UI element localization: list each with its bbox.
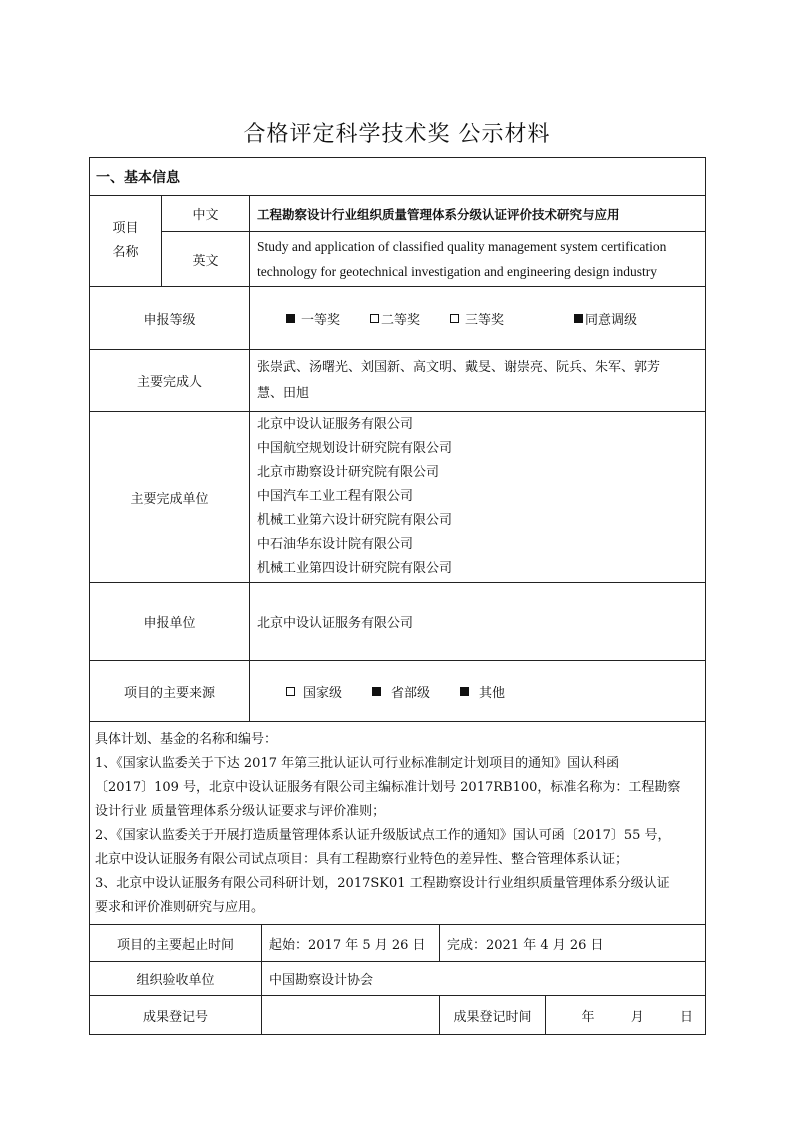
grade-adjust-label: 同意调级 (585, 312, 638, 328)
units-list (250, 412, 706, 583)
plans-line: 〔2017〕109 号，北京中设认证服务有限公司主编标准计划号 2017RB100，标准名称为：工程勘察 (95, 780, 681, 795)
period-start: 起始：2017 年 5 月 26 日 (262, 925, 440, 962)
completers-line2: 慧、田旭 (257, 385, 310, 401)
source-option-national[interactable] (286, 682, 342, 701)
plans-line: 要求和评价准则研究与应用。 (95, 900, 265, 915)
project-name-english (250, 232, 706, 287)
unit-item: 北京中设认证服务有限公司 (257, 417, 414, 432)
grade-option-first[interactable] (286, 309, 340, 328)
source-option-other[interactable] (460, 682, 505, 701)
plans-line: 1、《国家认监委关于下达 2017 年第三批认证认可行业标准制定计划项目的通知》国认科函 (95, 756, 620, 771)
year-label: 年 (581, 1009, 595, 1025)
checkbox-unchecked-icon[interactable] (286, 687, 295, 696)
english-label: 英文 (162, 232, 250, 287)
period-label: 项目的主要起止时间 (90, 925, 262, 962)
checkbox-checked-icon[interactable] (286, 314, 295, 323)
source-label: 项目的主要来源 (90, 661, 250, 722)
unit-item: 中国汽车工业工程有限公司 (257, 489, 414, 504)
applicant-value: 北京中设认证服务有限公司 (250, 583, 706, 661)
applicant-label: 申报单位 (90, 583, 250, 661)
grade-option-third-label: 三等奖 (465, 312, 505, 328)
project-name-english-line1: Study and application of classified quality management system certification (257, 239, 667, 254)
acceptance-label: 组织验收单位 (90, 962, 262, 996)
unit-item: 机械工业第六设计研究院有限公司 (257, 513, 453, 528)
project-name-english-line2: technology for geotechnical investigation and engineering design industry (257, 264, 658, 279)
source-option-provincial-label: 省部级 (391, 685, 431, 701)
source-option-national-label: 国家级 (303, 685, 343, 701)
checkbox-unchecked-icon[interactable] (370, 314, 379, 323)
page-title: 合格评定科学技术奖 公示材料 (243, 122, 551, 147)
month-label: 月 (630, 1009, 644, 1025)
registration-time-label: 成果登记时间 (440, 996, 546, 1035)
source-options (250, 661, 706, 722)
section-basic-info: 一、基本信息 (90, 158, 706, 196)
grade-label: 申报等级 (90, 287, 250, 350)
info-form (89, 157, 706, 1035)
completers-label: 主要完成人 (90, 350, 250, 412)
project-name-label-line1: 项目 (112, 221, 139, 236)
checkbox-checked-icon[interactable] (372, 687, 381, 696)
unit-item: 中石油华东设计院有限公司 (257, 537, 414, 552)
grade-adjust-option[interactable] (574, 309, 637, 328)
completers-line1: 张崇武、汤曙光、刘国新、高文明、戴旻、谢崇亮、阮兵、朱军、郭芳 (257, 359, 661, 375)
registration-no-label: 成果登记号 (90, 996, 262, 1035)
grade-option-first-label: 一等奖 (301, 312, 341, 328)
day-label: 日 (680, 1009, 694, 1025)
unit-item: 中国航空规划设计研究院有限公司 (257, 441, 453, 456)
plans-block (90, 722, 706, 925)
units-label: 主要完成单位 (90, 412, 250, 583)
period-end: 完成：2021 年 4 月 26 日 (440, 925, 706, 962)
plans-heading: 具体计划、基金的名称和编号： (95, 732, 278, 747)
project-name-chinese: 工程勘察设计行业组织质量管理体系分级认证评价技术研究与应用 (250, 196, 706, 232)
unit-item: 机械工业第四设计研究院有限公司 (257, 561, 453, 576)
plans-line: 北京中设认证服务有限公司试点项目：具有工程勘察行业特色的差异性、整合管理体系认证； (95, 852, 629, 867)
grade-option-third[interactable] (450, 309, 504, 328)
unit-item: 北京市勘察设计研究院有限公司 (257, 465, 440, 480)
source-option-provincial[interactable] (372, 682, 430, 701)
source-option-other-label: 其他 (479, 685, 506, 701)
registration-no-value (262, 996, 440, 1035)
checkbox-unchecked-icon[interactable] (450, 314, 459, 323)
grade-options (250, 287, 706, 350)
grade-option-second[interactable] (370, 309, 420, 328)
completers-value (250, 350, 706, 412)
chinese-label: 中文 (162, 196, 250, 232)
project-name-label (90, 196, 162, 287)
grade-option-second-label: 二等奖 (381, 312, 421, 328)
acceptance-value: 中国勘察设计协会 (262, 962, 706, 996)
plans-line: 3、北京中设认证服务有限公司科研计划，2017SK01 工程勘察设计行业组织质量管理体系分级认证 (95, 876, 670, 891)
plans-line: 2、《国家认监委关于开展打造质量管理体系认证升级版试点工作的通知》国认可函〔2017〕55 号， (95, 828, 671, 843)
plans-line: 设计行业 质量管理体系分级认证要求与评价准则； (95, 804, 386, 819)
checkbox-checked-icon[interactable] (574, 314, 583, 323)
project-name-label-line2: 名称 (112, 245, 139, 260)
registration-time-value (546, 996, 706, 1035)
checkbox-checked-icon[interactable] (460, 687, 469, 696)
